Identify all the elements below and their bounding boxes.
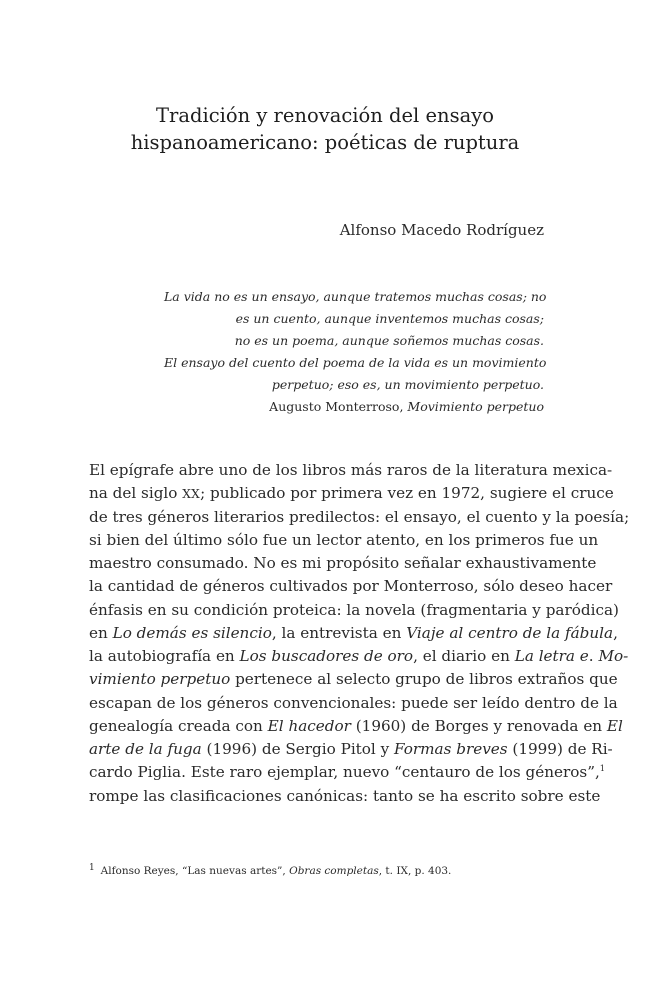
epigraph-line: no es un poema, aunque soñemos muchas cosas. (234, 333, 544, 348)
book-title: arte de la fuga (89, 740, 202, 758)
body-line: arte de la fuga (1996) de Sergio Pitol y Formas breves (1999) de Ri- (89, 740, 613, 758)
book-title: Los buscadores de oro (239, 647, 414, 665)
century-numeral: XX (182, 487, 201, 502)
body-line: en Lo demás es silencio, la entrevista en Viaje al centro de la fábula, (89, 623, 618, 642)
title-line-1: Tradición y renovación del ensayo (156, 104, 494, 127)
footnote-reference[interactable]: 1 (599, 763, 606, 774)
book-title: La letra e (514, 647, 589, 665)
book-title: Mo- (598, 647, 629, 665)
body-line: de tres géneros literarios predilectos: el ensayo, el cuento y la poesía; (89, 507, 630, 526)
footnote-work-title: Obras completas (289, 865, 379, 877)
book-title: Lo demás es silencio (112, 623, 272, 642)
body-paragraph (89, 459, 630, 808)
body-line: escapan de los géneros convencionales: puede ser leído dentro de la (89, 693, 618, 712)
epigraph-line: perpetuo; eso es, un movimiento perpetuo. (271, 377, 544, 392)
epigraph-attribution (164, 396, 544, 418)
body-line: genealogía creada con El hacedor (1960) de Borges y renovada en El (89, 716, 623, 735)
body-line: El epígrafe abre uno de los libros más raros de la literatura mexica- (89, 461, 613, 479)
body-line: rompe las clasificaciones canónicas: tanto se ha escrito sobre este (89, 786, 601, 805)
epigraph-line: La vida no es un ensayo, aunque tratemos muchas cosas; no (164, 289, 547, 304)
footnote-number: 1 (89, 862, 95, 873)
body-line: la cantidad de géneros cultivados por Monterroso, sólo deseo hacer (89, 577, 613, 596)
article-title (0, 102, 650, 156)
book-title: Formas breves (394, 740, 508, 758)
title-line-2: hispanoamericano: poéticas de ruptura (130, 131, 520, 154)
book-title: El hacedor (267, 716, 351, 735)
epigraph-line: es un cuento, aunque inventemos muchas cosas; (235, 311, 544, 326)
epigraph-attribution-work: Movimiento perpetuo (407, 399, 544, 414)
epigraph-line: El ensayo del cuento del poema de la vida es un movimiento (164, 355, 547, 370)
book-title: El (606, 716, 623, 735)
footnote: 1 Alfonso Reyes, “Las nuevas artes”, Obras completas, t. IX, p. 403. (89, 862, 452, 877)
epigraph-attribution-name: Augusto Monterroso, (269, 399, 408, 414)
body-line: vimiento perpetuo pertenece al selecto grupo de libros extraños que (89, 670, 618, 689)
book-title: Viaje al centro de la fábula (406, 623, 614, 642)
book-title: vimiento perpetuo (89, 670, 231, 689)
body-line: si bien del último sólo fue un lector atento, en los primeros fue un (89, 530, 599, 549)
body-line: na del siglo XX; publicado por primera vez en 1972, sugiere el cruce (89, 484, 614, 503)
body-line: cardo Piglia. Este raro ejemplar, nuevo “centauro de los géneros”,$^1$ (89, 763, 606, 782)
author-name: Alfonso Macedo Rodríguez (339, 221, 544, 239)
body-line: maestro consumado. No es mi propósito señalar exhaustivamente (89, 554, 597, 572)
body-line: énfasis en su condición proteica: la novela (fragmentaria y paródica) (89, 600, 619, 619)
body-line: la autobiografía en Los buscadores de oro, el diario en La letra e. Mo- (89, 647, 629, 665)
epigraph (164, 286, 547, 418)
